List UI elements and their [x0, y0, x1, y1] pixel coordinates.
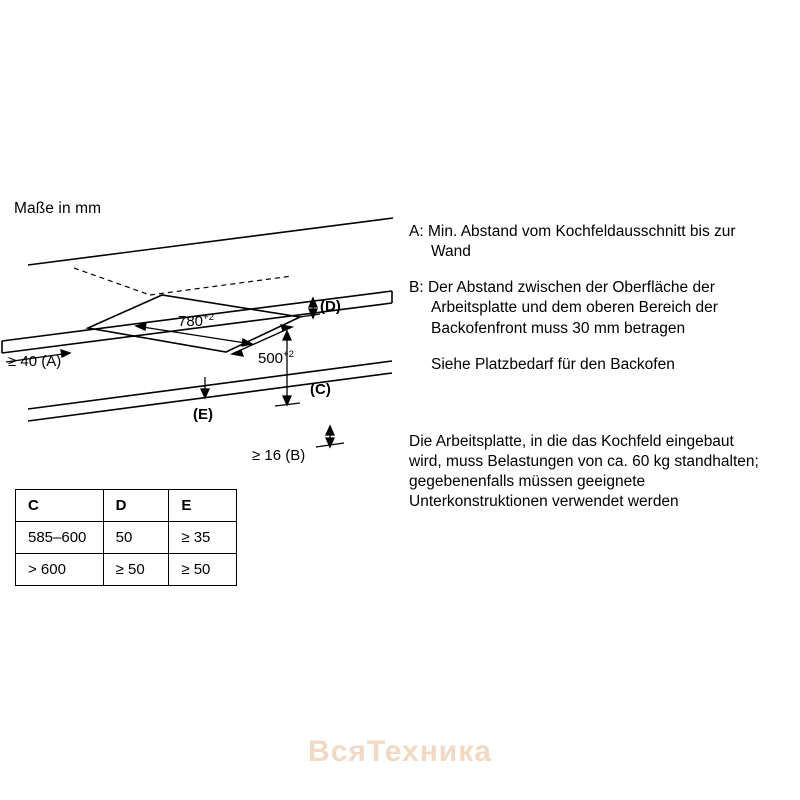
note-b: [409, 278, 777, 338]
table-header-row: [16, 490, 237, 522]
worktop-back-edge: [28, 218, 393, 265]
note-oven-reference: [409, 355, 777, 375]
note-a-text: Min. Abstand vom Kochfeldausschnitt bis zur Wand: [427, 223, 736, 261]
dimension-label-e: (E): [193, 406, 213, 423]
watermark: ВсяТехника: [308, 735, 492, 768]
dim-arrow-500-bottom: [232, 350, 243, 356]
table-header-e: E: [169, 490, 237, 522]
dimension-label-c: (C): [310, 381, 331, 398]
dim-arrow-b-top: [326, 426, 334, 435]
notes-list: [409, 222, 777, 391]
dimension-label-d: (D): [320, 298, 341, 315]
dim-arrow-d-top: [309, 298, 317, 307]
table-row: [16, 554, 237, 586]
note-a-key: A:: [409, 223, 424, 240]
table-cell: > 600: [16, 554, 104, 586]
dimension-label-wall-distance: ≥ 40 (A): [8, 353, 62, 370]
worktop-load-paragraph: Die Arbeitsplatte, in die das Kochfeld eingebaut wird, muss Belastungen von ca. 60 kg standhalten; gegebenenfalls müssen geeignete Unterkonstruktionen verwendet werden: [409, 433, 759, 511]
table-header-c: C: [16, 490, 104, 522]
dashed-guide-left: [74, 268, 150, 295]
dimension-label-depth: $500^{+2}$: [258, 349, 294, 367]
table-cell: ≥ 35: [169, 522, 237, 554]
dim-arrow-c-top: [283, 331, 291, 340]
dashed-guide-top: [150, 276, 292, 295]
note-oven-reference-text: Siehe Platzbedarf für den Backofen: [431, 355, 675, 373]
dimensions-table: [15, 489, 237, 586]
dimension-label-underside: ≥ 16 (B): [252, 447, 306, 464]
table-header-d: D: [103, 490, 169, 522]
note-a: [409, 222, 777, 262]
note-b-text: Der Abstand zwischen der Oberfläche der Arbeitsplatte und dem oberen Bereich der Backofenfront muss 30 mm betragen: [427, 279, 718, 337]
units-label: Maße in mm: [14, 200, 102, 217]
dimension-label-width: $780^{+2}$: [178, 312, 214, 330]
table-cell: ≥ 50: [103, 554, 169, 586]
table-cell: 585–600: [16, 522, 104, 554]
table-row: [16, 522, 237, 554]
dimensions-table-wrap: [15, 489, 237, 586]
note-b-key: B:: [409, 279, 424, 297]
dim-arrow-500-top: [281, 325, 292, 331]
fascia-upper-edge: [28, 361, 392, 409]
table-cell: 50: [103, 522, 169, 554]
dim-arrow-a: [61, 350, 70, 357]
worktop-cutout-drawing: [0, 210, 400, 480]
table-cell: ≥ 50: [169, 554, 237, 586]
